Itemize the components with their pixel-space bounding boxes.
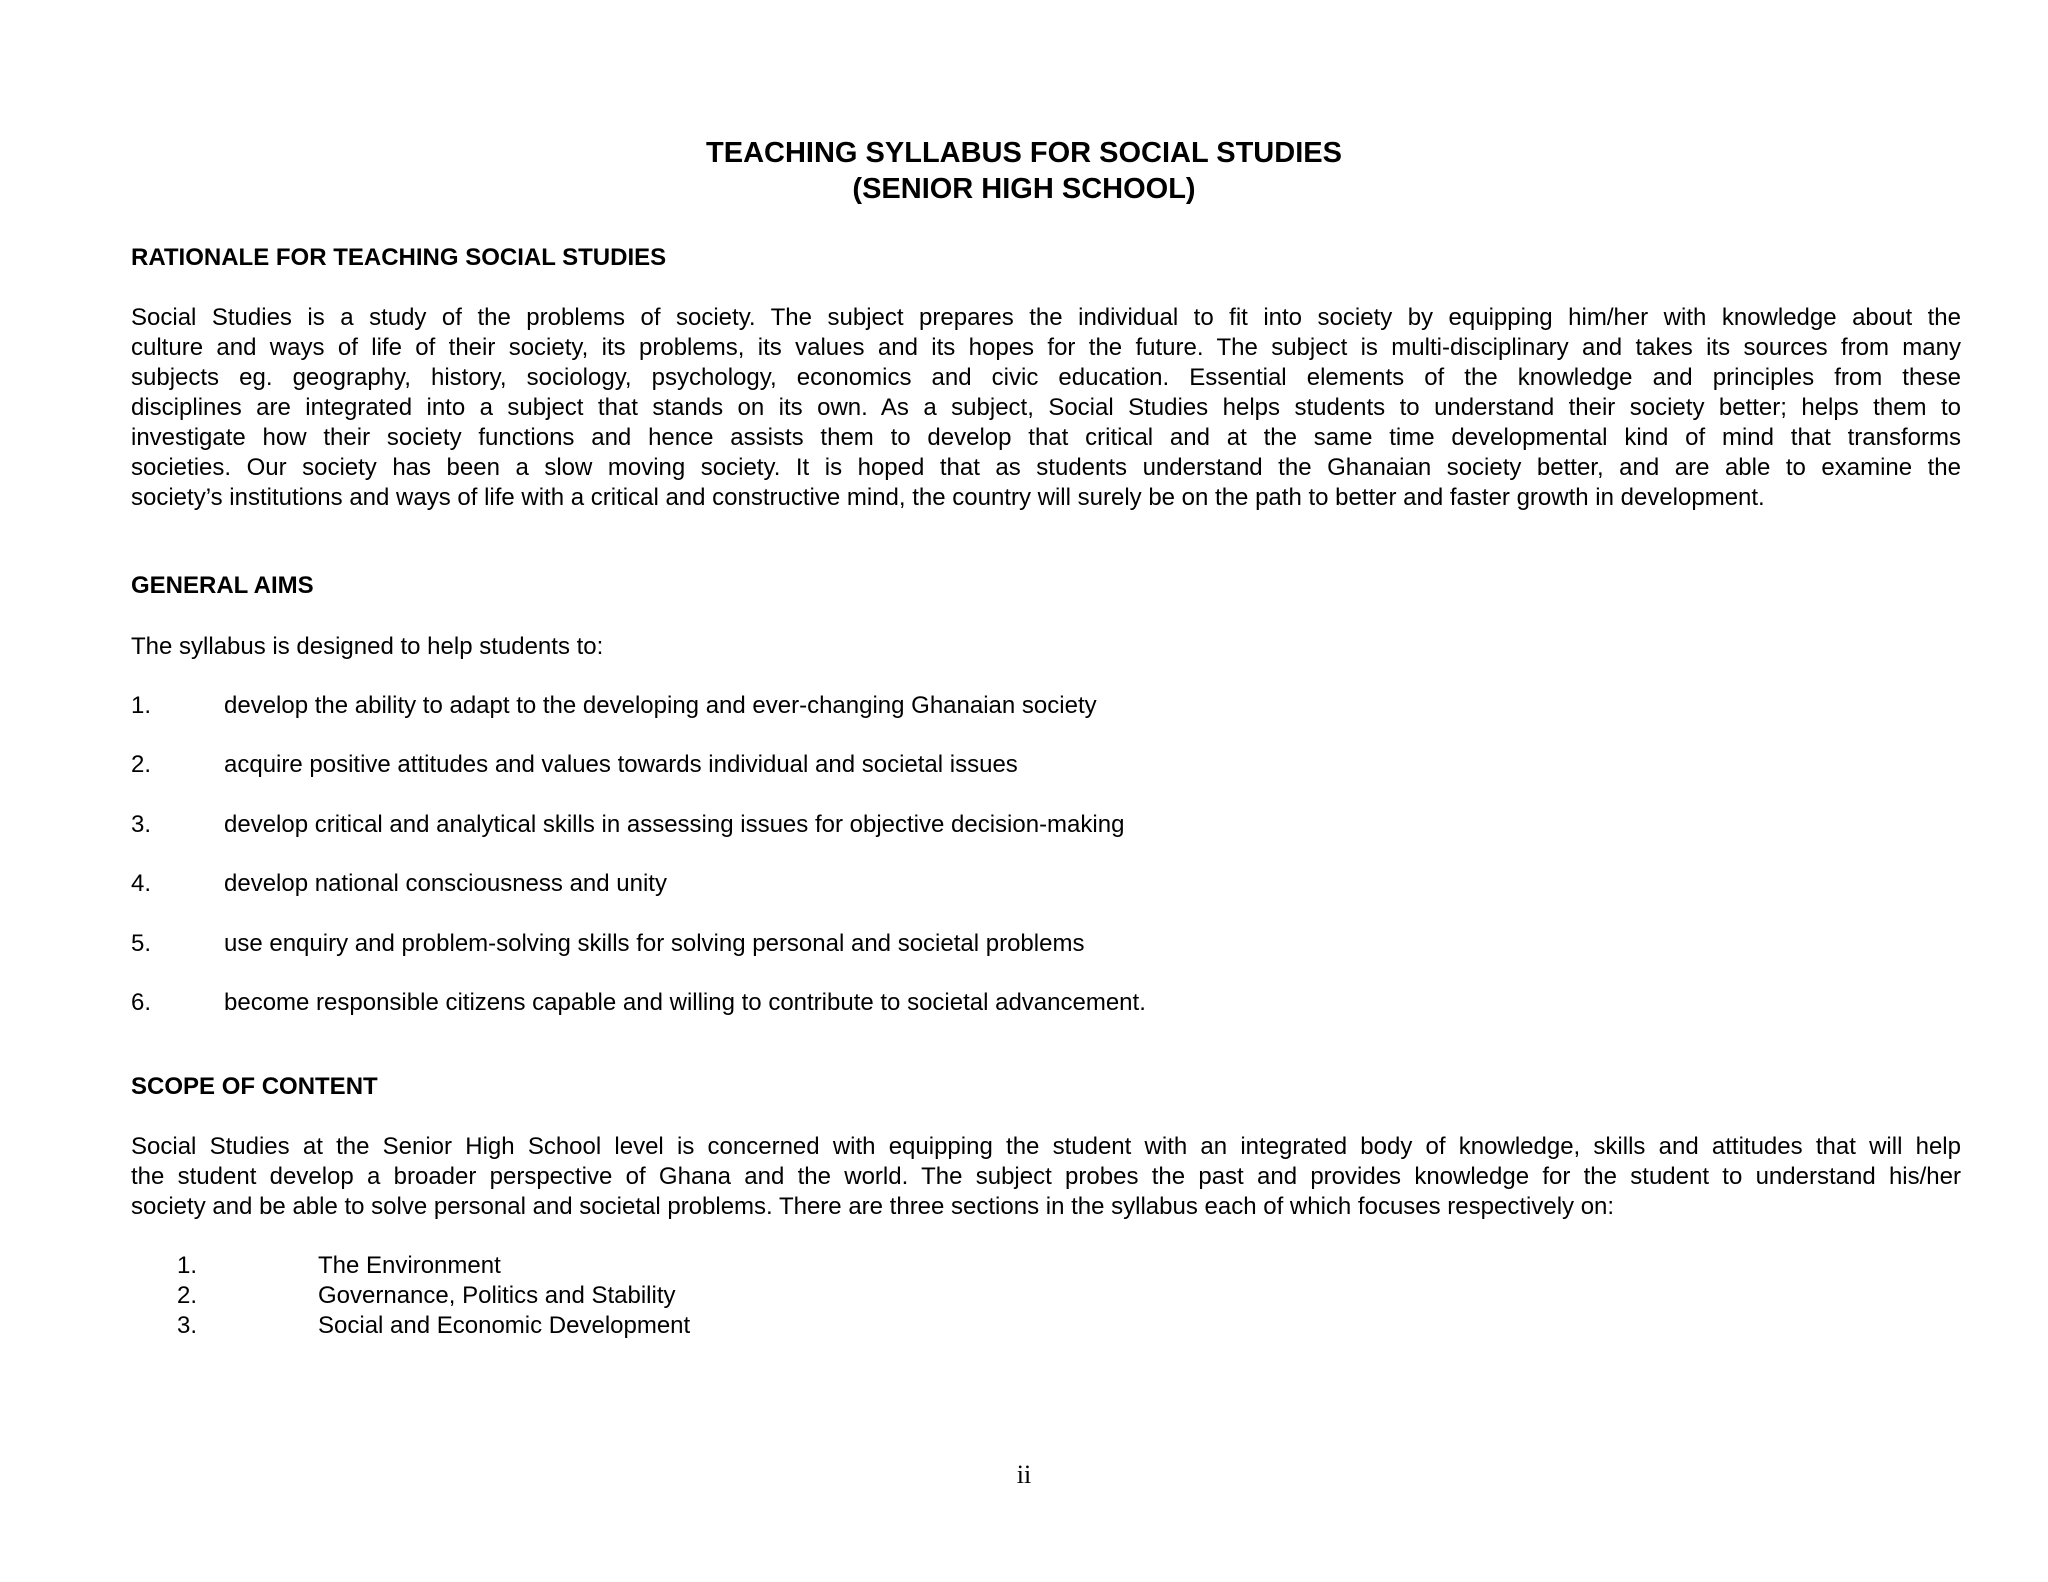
rationale-line: subjects eg. geography, history, sociology, psychology, economics and civic education. Essential elements of the knowledge and principles from these (131, 364, 1961, 391)
rationale-line: disciplines are integrated into a subject that stands on its own. As a subject, Social Studies helps students to understand their society better; helps them to (131, 394, 1961, 421)
section-text: Governance, Politics and Stability (318, 1282, 676, 1309)
aim-text: become responsible citizens capable and willing to contribute to societal advancement. (224, 989, 1146, 1016)
rationale-line: Social Studies is a study of the problems of society. The subject prepares the individual to fit into society by equipping him/her with knowledge about the (131, 304, 1961, 331)
section-number: 2. (177, 1282, 198, 1309)
aim-number: 5. (131, 930, 152, 957)
rationale-line: society’s institutions and ways of life with a critical and constructive mind, the country will surely be on the path to better and faster growth in development. (131, 484, 1765, 511)
rationale-heading: RATIONALE FOR TEACHING SOCIAL STUDIES (131, 244, 667, 271)
section-number: 3. (177, 1312, 198, 1339)
aim-text: develop the ability to adapt to the developing and ever-changing Ghanaian society (224, 692, 1097, 719)
aim-number: 3. (131, 811, 152, 838)
aim-text: develop critical and analytical skills in assessing issues for objective decision-making (224, 811, 1125, 838)
aim-text: develop national consciousness and unity (224, 870, 667, 897)
aim-text: use enquiry and problem-solving skills for solving personal and societal problems (224, 930, 1085, 957)
aim-text: acquire positive attitudes and values towards individual and societal issues (224, 751, 1018, 778)
aim-number: 6. (131, 989, 152, 1016)
scope-paragraph (131, 1132, 1961, 1222)
rationale-line: culture and ways of life of their society, its problems, its values and its hopes for the future. The subject is multi-disciplinary and takes its sources from many (131, 334, 1961, 361)
rationale-paragraph (131, 303, 1961, 513)
scope-line: society and be able to solve personal and societal problems. There are three sections in the syllabus each of which focuses respectively on: (131, 1193, 1615, 1220)
document-subtitle: (SENIOR HIGH SCHOOL) (852, 173, 1196, 205)
scope-line: the student develop a broader perspective of Ghana and the world. The subject probes the past and provides knowledge for the student to understand his/her (131, 1163, 1961, 1190)
general-aims-heading: GENERAL AIMS (131, 572, 314, 599)
general-aims-intro: The syllabus is designed to help students to: (131, 633, 604, 660)
document-title: TEACHING SYLLABUS FOR SOCIAL STUDIES (706, 137, 1342, 169)
rationale-line: investigate how their society functions and hence assists them to develop that critical and at the same time developmental kind of mind that transforms (131, 424, 1961, 451)
aim-number: 4. (131, 870, 152, 897)
scope-heading: SCOPE OF CONTENT (131, 1073, 378, 1100)
section-number: 1. (177, 1252, 198, 1279)
rationale-line: societies. Our society has been a slow moving society. It is hoped that as students understand the Ghanaian society better, and are able to examine the (131, 454, 1961, 481)
section-text: The Environment (318, 1252, 501, 1279)
aim-number: 2. (131, 751, 152, 778)
aim-number: 1. (131, 692, 152, 719)
section-text: Social and Economic Development (318, 1312, 691, 1339)
page-number: ii (1016, 1460, 1032, 1489)
scope-line: Social Studies at the Senior High School level is concerned with equipping the student with an integrated body of knowledge, skills and attitudes that will help (131, 1133, 1961, 1160)
